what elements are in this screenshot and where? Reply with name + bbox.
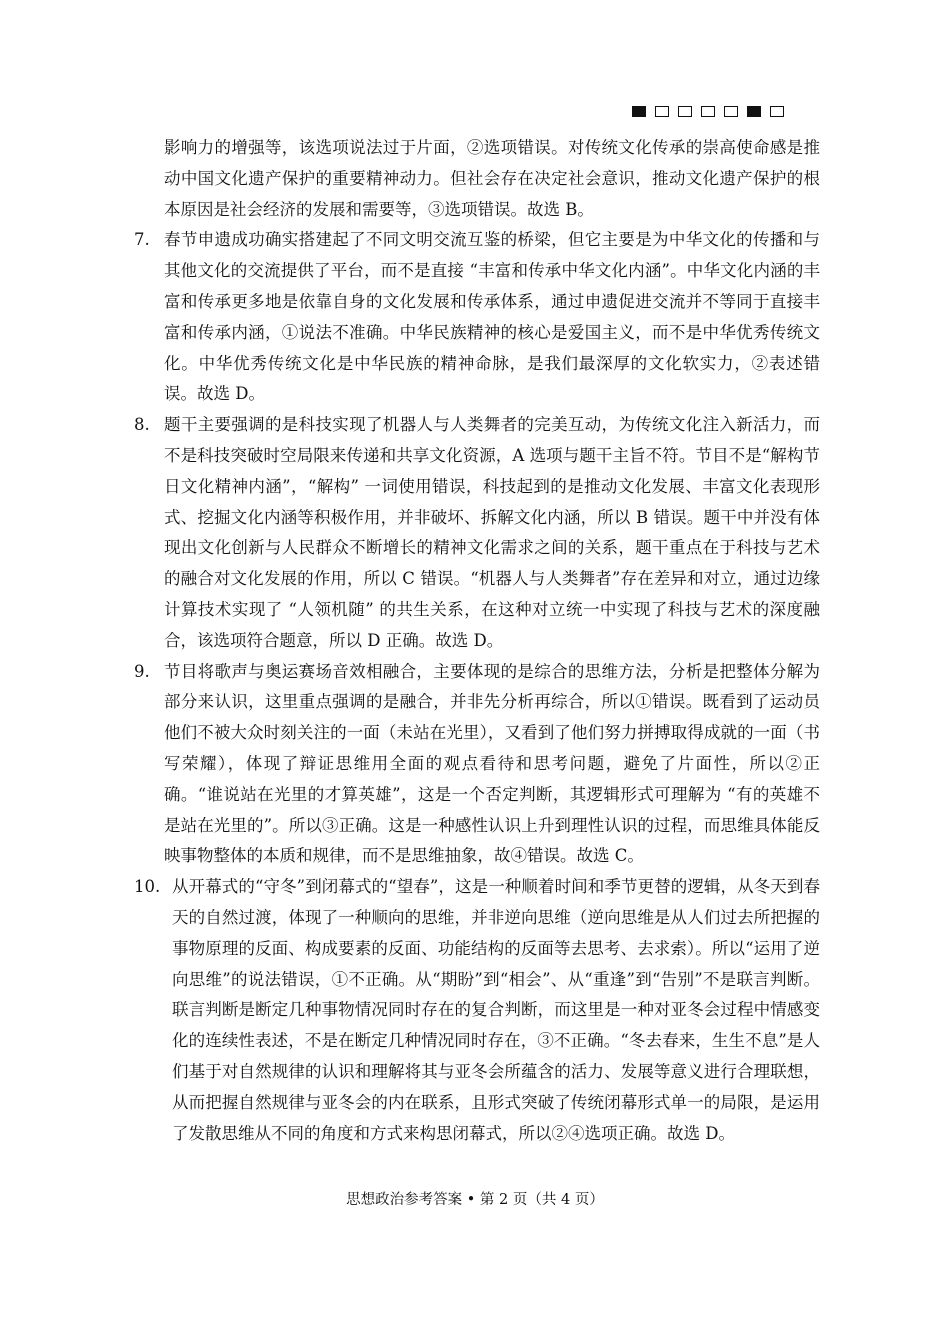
page-footer: 思想政治参考答案 • 第 2 页（共 4 页）: [346, 1192, 604, 1208]
item-text: 节目将歌声与奥运赛场音效相融合，主要体现的是综合的思维方法，分析是把整体分解为部分来认识，这里重点强调的是融合，并非先分析再综合，所以①错误。既看到了运动员他们不被大众时刻关注的一面（未站在光里），又看到了他们努力拼搏取得成就的一面（书写荣耀），体现了辩证思维用全面的观点看待和思考问题，避免了片面性，所以②正确。“谁说站在光里的才算英雄”，这是一个否定判断，其逻辑形式可理解为 “有的英雄不是站在光里的”。所以③正确。这是一种感性认识上升到理性认识的过程，而思维具体能反映事物整体的本质和规律，而不是思维抽象，故④错误。故选 C。: [164, 661, 820, 866]
continuation-text: 影响力的增强等，该选项说法过于片面，②选项错误。对传统文化传承的崇高使命感是推动中国文化遗产保护的重要精神动力。但社会存在决定社会意识，推动文化遗产保护的根本原因是社会经济的发展和需要等，③选项错误。故选 B。: [164, 138, 820, 219]
item-text: 春节申遗成功确实搭建起了不同文明交流互鉴的桥梁，但它主要是为中华文化的传播和与其他文化的交流提供了平台，而不是直接 “丰富和传承中华文化内涵”。中华文化内涵的丰富和传承更多地是依靠自身的文化发展和传承体系，通过申遗促进交流并不等同于直接丰富和传承内涵，①说法不准确。中华民族精神的核心是爱国主义，而不是中华优秀传统文化。中华优秀传统文化是中华民族的精神命脉，是我们最深厚的文化软实力，②表述错误。故选 D。: [164, 230, 820, 404]
continuation-paragraph: [134, 133, 820, 225]
item-number: 9.: [134, 661, 150, 681]
answer-item-7: [134, 225, 820, 410]
item-number: 8.: [134, 415, 150, 435]
answer-content: [134, 133, 820, 1149]
page-marker-squares: [632, 106, 784, 117]
marker-square-filled: [747, 106, 761, 117]
answer-item-10: [134, 872, 820, 1149]
marker-square-empty: [724, 106, 738, 117]
item-text: 从开幕式的“守冬”到闭幕式的“望春”，这是一种顺着时间和季节更替的逻辑，从冬天到春天的自然过渡，体现了一种顺向的思维，并非逆向思维（逆向思维是从人们过去所把握的事物原理的反面、构成要素的反面、功能结构的反面等去思考、去求索）。所以“运用了逆向思维”的说法错误，①不正确。从“期盼”到“相会”、从“重逢”到“告别”不是联言判断。联言判断是断定几种事物情况同时存在的复合判断，而这里是一种对亚冬会过程中情感变化的连续性表述，不是在断定几种情况同时存在，③不正确。“冬去春来，生生不息”是人们基于对自然规律的认识和理解将其与亚冬会所蕴含的活力、发展等意义进行合理联想，从而把握自然规律与亚冬会的内在联系，且形式突破了传统闭幕形式单一的局限，是运用了发散思维从不同的角度和方式来构思闭幕式，所以②④选项正确。故选 D。: [172, 877, 820, 1143]
item-text: 题干主要强调的是科技实现了机器人与人类舞者的完美互动，为传统文化注入新活力，而不是科技突破时空局限来传递和共享文化资源，A 选项与题干主旨不符。节目不是“解构节日文化精神内涵”，“解构” 一词使用错误，科技起到的是推动文化发展、丰富文化表现形式、挖掘文化内涵等积极作用，并非破坏、拆解文化内涵，所以 B 错误。题干中并没有体现出文化创新与人民群众不断增长的精神文化需求之间的关系，题干重点在于科技与艺术的融合对文化发展的作用，所以 C 错误。“机器人与人类舞者”存在差异和对立，通过边缘计算技术实现了 “人领机随” 的共生关系，在这种对立统一中实现了科技与艺术的深度融合，该选项符合题意，所以 D 正确。故选 D。: [164, 415, 820, 650]
item-number: 10.: [134, 877, 161, 897]
marker-square-empty: [701, 106, 715, 117]
answer-item-9: [134, 657, 820, 873]
marker-square-empty: [678, 106, 692, 117]
marker-square-empty: [655, 106, 669, 117]
answer-item-8: [134, 410, 820, 656]
marker-square-filled: [632, 106, 646, 117]
item-number: 7.: [134, 230, 150, 250]
marker-square-empty: [770, 106, 784, 117]
